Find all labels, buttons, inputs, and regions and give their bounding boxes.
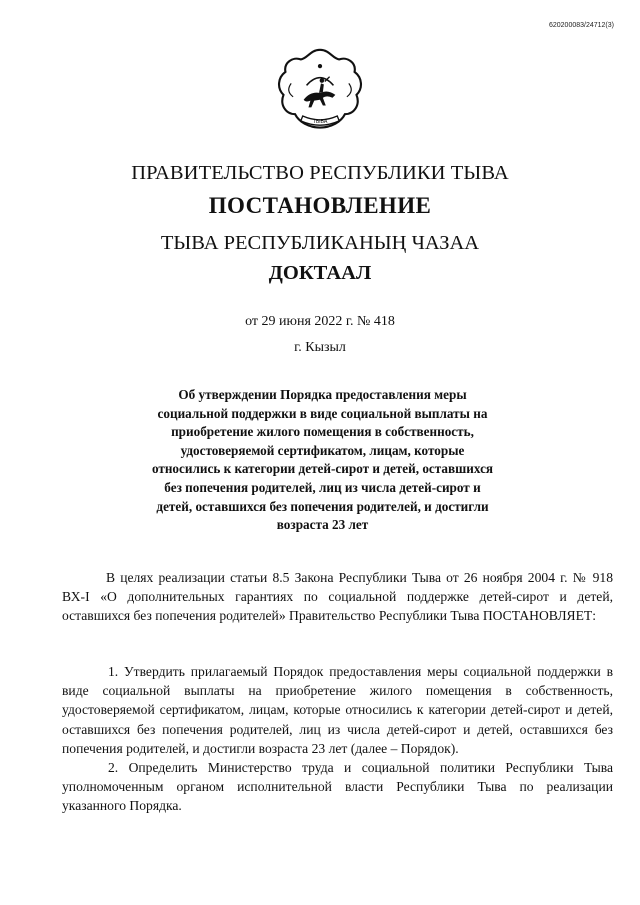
paragraph-text: 1. Утвердить прилагаемый Порядок предоставления меры социальной поддержки в виде социальной выплаты на приобретение жилого помещения в собственность, удостоверяемой сертификатом, лицам, которые относились к категории детей-сирот и детей, оставшихся без попечения родителей, лиц из числа детей-сирот и детей, оставшихся без попечения родителей, и достигли возраста 23 лет (далее – Порядок).: [62, 664, 613, 756]
clause-2-paragraph: [62, 758, 613, 816]
clause-1-paragraph: [62, 662, 613, 758]
document-code: 620200083/24712(3): [548, 22, 614, 29]
government-title: ПРАВИТЕЛЬСТВО РЕСПУБЛИКИ ТЫВА: [131, 162, 509, 184]
decree-city: г. Кызыл: [294, 340, 346, 355]
paragraph-text: В целях реализации статьи 8.5 Закона Республики Тыва от 26 ноября 2004 г. № 918 ВХ-I «О дополнительных гарантиях по социальной поддержке детей-сирот и детей, оставшихся без попечения родителей» Правительство Республики Тыва ПОСТАНОВЛЯЕТ:: [62, 570, 613, 624]
tuva-coat-of-arms-icon: [272, 45, 368, 141]
decree-title-tyvan: ДОКТААЛ: [268, 262, 372, 284]
government-title-tyvan: ТЫВА РЕСПУБЛИКАНЫҢ ЧАЗАА: [160, 232, 480, 254]
decree-date-number: от 29 июня 2022 г. № 418: [245, 314, 395, 329]
decree-subject: Об утверждении Порядка предоставления меры социальной поддержки в виде социальной выплаты на приобретение жилого помещения в собственность, удостоверяемой сертификатом, лицам, которые относились к категории детей-сирот и детей, оставшихся без попечения родителей, лиц из числа детей-сирот и детей, оставшихся без попечения родителей, и достигли возраста 23 лет: [151, 387, 494, 533]
preamble-paragraph: [62, 568, 613, 626]
paragraph-text: 2. Определить Министерство труда и социальной политики Республики Тыва уполномоченным органом исполнительной власти Республики Тыва по реализации указанного Порядка.: [62, 760, 613, 814]
decree-title: ПОСТАНОВЛЕНИЕ: [208, 193, 432, 218]
emblem-caption: ТЫВА: [312, 118, 328, 125]
